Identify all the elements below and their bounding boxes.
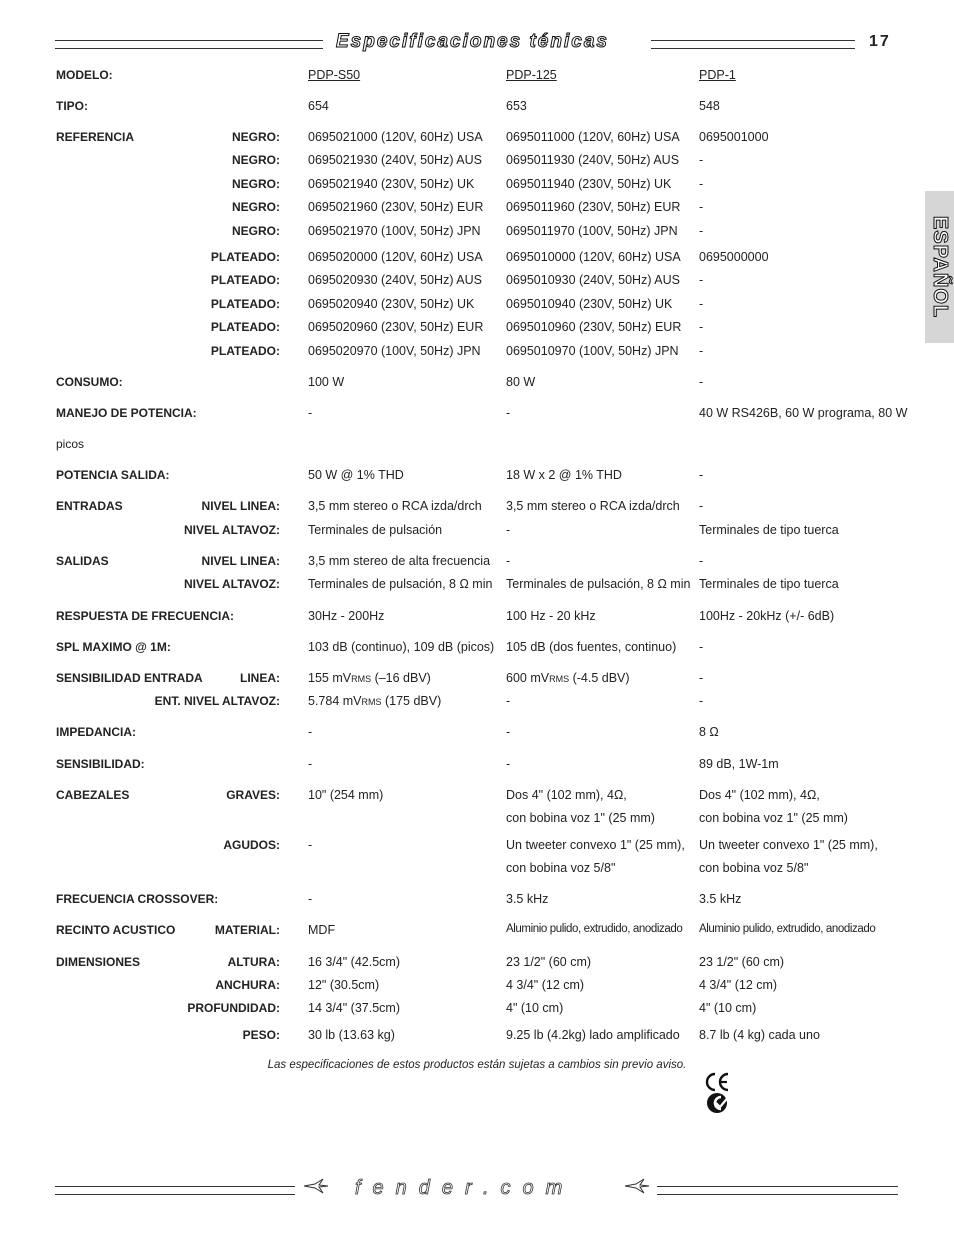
table-row (0, 344, 954, 364)
value-pdp-1: Aluminio pulido, extrudido, anodizado (699, 923, 876, 935)
language-tab-label: ESPAÑOL (929, 215, 951, 319)
spec-label: REFERENCIA (56, 130, 135, 144)
value-pdp-1: 100Hz - 20kHz (+/- 6dB) (699, 609, 835, 623)
value-pdp-1: - (699, 224, 704, 238)
value-pdp-125: - (506, 554, 511, 568)
value-pdp-1: 548 (699, 99, 720, 113)
value-pdp-s50-part: 155 mV (308, 671, 352, 685)
value-pdp-1: con bobina voz 1" (25 mm) (699, 811, 848, 825)
value-pdp-1: - (699, 468, 704, 482)
value-pdp-1: 0695000000 (699, 250, 769, 264)
value-pdp-125: 105 dB (dos fuentes, continuo) (506, 640, 677, 654)
value-pdp-s50 (308, 671, 431, 685)
table-row (0, 200, 954, 220)
value-pdp-s50: 654 (308, 99, 329, 113)
value-pdp-1: - (699, 153, 704, 167)
table-row (0, 437, 954, 457)
value-pdp-1: - (699, 297, 704, 311)
table-row (0, 468, 954, 488)
value-pdp-s50: - (308, 892, 313, 906)
table-row (0, 177, 954, 197)
table-row (0, 694, 954, 714)
value-pdp-s50-unit: RMS (351, 674, 372, 684)
value-pdp-125: 0695011930 (240V, 50Hz) AUS (506, 153, 680, 167)
footer-rule-left (55, 1186, 295, 1195)
footnote: Las especificaciones de estos productos están sujetas a cambios sin previo aviso. (267, 1059, 687, 1071)
spec-label: DIMENSIONES (56, 955, 141, 969)
spec-sublabel: MATERIAL: (214, 923, 280, 937)
value-pdp-s50-part: (–16 dBV) (371, 671, 431, 685)
value-pdp-1: - (699, 499, 704, 513)
table-row (0, 68, 954, 88)
table-row (0, 671, 954, 691)
value-pdp-125: 18 W x 2 @ 1% THD (506, 468, 622, 482)
value-pdp-125: - (506, 694, 511, 708)
table-row (0, 224, 954, 244)
value-pdp-125: - (506, 725, 511, 739)
table-row (0, 375, 954, 395)
value-pdp-125: 0695011970 (100V, 50Hz) JPN (506, 224, 678, 238)
spec-label: SPL MAXIMO @ 1M: (56, 640, 171, 654)
table-row (0, 406, 954, 426)
value-pdp-125: 80 W (506, 375, 536, 389)
spec-label: POTENCIA SALIDA: (56, 468, 170, 482)
certification-marks-icon (704, 1071, 734, 1115)
value-pdp-1: 8 Ω (699, 725, 719, 739)
spec-label: SALIDAS (56, 554, 109, 568)
value-pdp-125-unit: RMS (549, 674, 570, 684)
spec-label: FRECUENCIA CROSSOVER: (56, 892, 219, 906)
spec-label: IMPEDANCIA: (56, 725, 136, 739)
value-pdp-s50: - (308, 406, 313, 420)
value-pdp-s50: 30 lb (13.63 kg) (308, 1028, 395, 1042)
value-pdp-125: Dos 4" (102 mm), 4Ω, (506, 788, 627, 802)
value-pdp-125: 653 (506, 99, 527, 113)
value-pdp-125: 0695011940 (230V, 50Hz) UK (506, 177, 672, 191)
value-pdp-125: PDP-125 (506, 68, 557, 82)
spec-sublabel: NIVEL ALTAVOZ: (184, 577, 280, 591)
value-pdp-s50: 10" (254 mm) (308, 788, 384, 802)
value-pdp-125: - (506, 406, 511, 420)
value-pdp-s50: 12" (30.5cm) (308, 978, 380, 992)
spec-sublabel: NIVEL LINEA: (201, 554, 280, 568)
value-pdp-s50: - (308, 725, 313, 739)
value-pdp-1: Dos 4" (102 mm), 4Ω, (699, 788, 820, 802)
value-pdp-1: - (699, 671, 704, 685)
value-pdp-s50: 30Hz - 200Hz (308, 609, 385, 623)
value-pdp-s50-unit: RMS (361, 697, 382, 707)
value-pdp-1: - (699, 554, 704, 568)
table-row (0, 640, 954, 660)
value-pdp-125: Aluminio pulido, extrudido, anodizado (506, 923, 683, 935)
header-rule-left (55, 40, 323, 49)
table-row (0, 838, 954, 858)
value-pdp-1: 89 dB, 1W-1m (699, 757, 779, 771)
value-pdp-125: 3,5 mm stereo o RCA izda/drch (506, 499, 680, 513)
spec-label: SENSIBILIDAD: (56, 757, 145, 771)
spec-sublabel: PESO: (242, 1028, 280, 1042)
table-row (0, 1028, 954, 1048)
value-pdp-125: Un tweeter convexo 1" (25 mm), (506, 838, 685, 852)
value-pdp-125: - (506, 757, 511, 771)
table-row (0, 577, 954, 597)
spec-sublabel: PLATEADO: (210, 297, 280, 311)
header-rule-right (651, 40, 855, 49)
value-pdp-s50: Terminales de pulsación, 8 Ω min (308, 577, 493, 591)
value-pdp-125-part: 600 mV (506, 671, 550, 685)
footer-rule-right (657, 1186, 898, 1195)
value-pdp-125: 23 1/2" (60 cm) (506, 955, 592, 969)
value-pdp-125: 4" (10 cm) (506, 1001, 564, 1015)
table-row (0, 788, 954, 808)
table-row (0, 250, 954, 270)
spec-sublabel: NIVEL ALTAVOZ: (184, 523, 280, 537)
value-pdp-125: 9.25 lb (4.2kg) lado amplificado (506, 1028, 680, 1042)
page-number: 17 (869, 33, 891, 50)
spec-sublabel: ALTURA: (227, 955, 280, 969)
value-pdp-1: Terminales de tipo tuerca (699, 523, 839, 537)
spec-sublabel: NIVEL LINEA: (201, 499, 280, 513)
value-pdp-125-part: (-4.5 dBV) (569, 671, 630, 685)
spec-sublabel: PLATEADO: (210, 344, 280, 358)
star-icon (303, 1178, 329, 1194)
table-row (0, 130, 954, 150)
table-row (0, 1001, 954, 1021)
spec-sublabel: NEGRO: (232, 177, 280, 191)
value-pdp-s50: 0695021970 (100V, 50Hz) JPN (308, 224, 481, 238)
value-pdp-s50: 103 dB (continuo), 109 dB (picos) (308, 640, 495, 654)
table-row (0, 861, 954, 881)
value-pdp-s50: 50 W @ 1% THD (308, 468, 404, 482)
table-row (0, 297, 954, 317)
table-row (0, 955, 954, 975)
value-pdp-125: 0695011000 (120V, 60Hz) USA (506, 130, 680, 144)
value-pdp-1: - (699, 375, 704, 389)
table-row (0, 153, 954, 173)
value-pdp-s50: 0695021930 (240V, 50Hz) AUS (308, 153, 482, 167)
value-pdp-125: Terminales de pulsación, 8 Ω min (506, 577, 691, 591)
value-pdp-1: Terminales de tipo tuerca (699, 577, 839, 591)
value-pdp-125: 3.5 kHz (506, 892, 549, 906)
spec-sublabel: NEGRO: (232, 153, 280, 167)
value-pdp-1: - (699, 694, 704, 708)
value-pdp-1: 4" (10 cm) (699, 1001, 757, 1015)
value-pdp-s50: MDF (308, 923, 336, 937)
table-row (0, 320, 954, 340)
spec-label: CABEZALES (56, 788, 130, 802)
value-pdp-s50: 0695020930 (240V, 50Hz) AUS (308, 273, 482, 287)
table-row (0, 757, 954, 777)
value-pdp-s50: PDP-S50 (308, 68, 361, 82)
value-pdp-s50: 0695021960 (230V, 50Hz) EUR (308, 200, 484, 214)
table-row (0, 99, 954, 119)
spec-sublabel: ENT. NIVEL ALTAVOZ: (154, 694, 280, 708)
table-row (0, 725, 954, 745)
table-row (0, 499, 954, 519)
spec-label: CONSUMO: (56, 375, 123, 389)
value-pdp-s50-part: (175 dBV) (381, 694, 442, 708)
value-pdp-1: - (699, 273, 704, 287)
table-row (0, 273, 954, 293)
spec-label-continuation: picos (56, 437, 85, 451)
spec-label: SENSIBILIDAD ENTRADA (56, 671, 203, 685)
value-pdp-s50 (308, 694, 441, 708)
value-pdp-1: - (699, 640, 704, 654)
value-pdp-s50: 0695021000 (120V, 60Hz) USA (308, 130, 483, 144)
value-pdp-s50: 0695020970 (100V, 50Hz) JPN (308, 344, 481, 358)
spec-sublabel: PLATEADO: (210, 273, 280, 287)
value-pdp-1: con bobina voz 5/8" (699, 861, 809, 875)
value-pdp-s50: Terminales de pulsación (308, 523, 443, 537)
spec-label: RECINTO ACUSTICO (56, 923, 176, 937)
value-pdp-s50: 3,5 mm stereo o RCA izda/drch (308, 499, 482, 513)
value-pdp-125: - (506, 523, 511, 537)
table-row (0, 811, 954, 831)
value-pdp-1: PDP-1 (699, 68, 736, 82)
value-pdp-125: 4 3/4" (12 cm) (506, 978, 585, 992)
spec-sublabel: NEGRO: (232, 130, 280, 144)
value-pdp-125: con bobina voz 5/8" (506, 861, 616, 875)
spec-label: ENTRADAS (56, 499, 123, 513)
table-row (0, 609, 954, 629)
value-pdp-s50-part: 5.784 mV (308, 694, 362, 708)
value-pdp-125: 100 Hz - 20 kHz (506, 609, 596, 623)
star-icon (624, 1178, 650, 1194)
value-pdp-1: 40 W RS426B, 60 W programa, 80 W (699, 406, 908, 420)
table-row (0, 892, 954, 912)
value-pdp-s50: 16 3/4" (42.5cm) (308, 955, 400, 969)
value-pdp-1: - (699, 200, 704, 214)
value-pdp-125: 0695010000 (120V, 60Hz) USA (506, 250, 681, 264)
value-pdp-1: - (699, 344, 704, 358)
value-pdp-s50: 100 W (308, 375, 345, 389)
table-row (0, 523, 954, 543)
spec-sublabel: NEGRO: (232, 200, 280, 214)
value-pdp-1: 4 3/4" (12 cm) (699, 978, 778, 992)
value-pdp-s50: - (308, 757, 313, 771)
value-pdp-125: con bobina voz 1" (25 mm) (506, 811, 655, 825)
spec-sublabel: LINEA: (240, 671, 280, 685)
value-pdp-125: 0695010930 (240V, 50Hz) AUS (506, 273, 680, 287)
value-pdp-s50: 14 3/4" (37.5cm) (308, 1001, 400, 1015)
spec-label: MANEJO DE POTENCIA: (56, 406, 197, 420)
value-pdp-1: - (699, 320, 704, 334)
value-pdp-s50: 0695020940 (230V, 50Hz) UK (308, 297, 475, 311)
value-pdp-s50: 0695020960 (230V, 50Hz) EUR (308, 320, 484, 334)
value-pdp-1: 8.7 lb (4 kg) cada uno (699, 1028, 820, 1042)
spec-sublabel: ANCHURA: (215, 978, 280, 992)
table-row (0, 923, 954, 943)
spec-sublabel: NEGRO: (232, 224, 280, 238)
spec-label: MODELO: (56, 68, 113, 82)
spec-sublabel: PROFUNDIDAD: (187, 1001, 280, 1015)
page-title: Especificaciones ténicas (336, 31, 609, 52)
value-pdp-s50: 0695021940 (230V, 50Hz) UK (308, 177, 475, 191)
spec-sublabel: GRAVES: (226, 788, 280, 802)
value-pdp-s50: - (308, 838, 313, 852)
value-pdp-s50: 3,5 mm stereo de alta frecuencia (308, 554, 491, 568)
value-pdp-125: 0695010970 (100V, 50Hz) JPN (506, 344, 679, 358)
value-pdp-125 (506, 671, 630, 685)
value-pdp-1: 23 1/2" (60 cm) (699, 955, 785, 969)
value-pdp-1: - (699, 177, 704, 191)
value-pdp-1: 0695001000 (699, 130, 769, 144)
table-row (0, 978, 954, 998)
value-pdp-s50: 0695020000 (120V, 60Hz) USA (308, 250, 483, 264)
value-pdp-1: Un tweeter convexo 1" (25 mm), (699, 838, 878, 852)
value-pdp-125: 0695010940 (230V, 50Hz) UK (506, 297, 673, 311)
spec-sublabel: PLATEADO: (210, 320, 280, 334)
spec-sublabel: AGUDOS: (223, 838, 280, 852)
value-pdp-125: 0695010960 (230V, 50Hz) EUR (506, 320, 682, 334)
table-row (0, 554, 954, 574)
spec-label: TIPO: (56, 99, 88, 113)
value-pdp-125: 0695011960 (230V, 50Hz) EUR (506, 200, 681, 214)
value-pdp-1: 3.5 kHz (699, 892, 742, 906)
spec-sublabel: PLATEADO: (210, 250, 280, 264)
spec-label: RESPUESTA DE FRECUENCIA: (56, 609, 235, 623)
footer-site: fender.com (355, 1177, 575, 1199)
